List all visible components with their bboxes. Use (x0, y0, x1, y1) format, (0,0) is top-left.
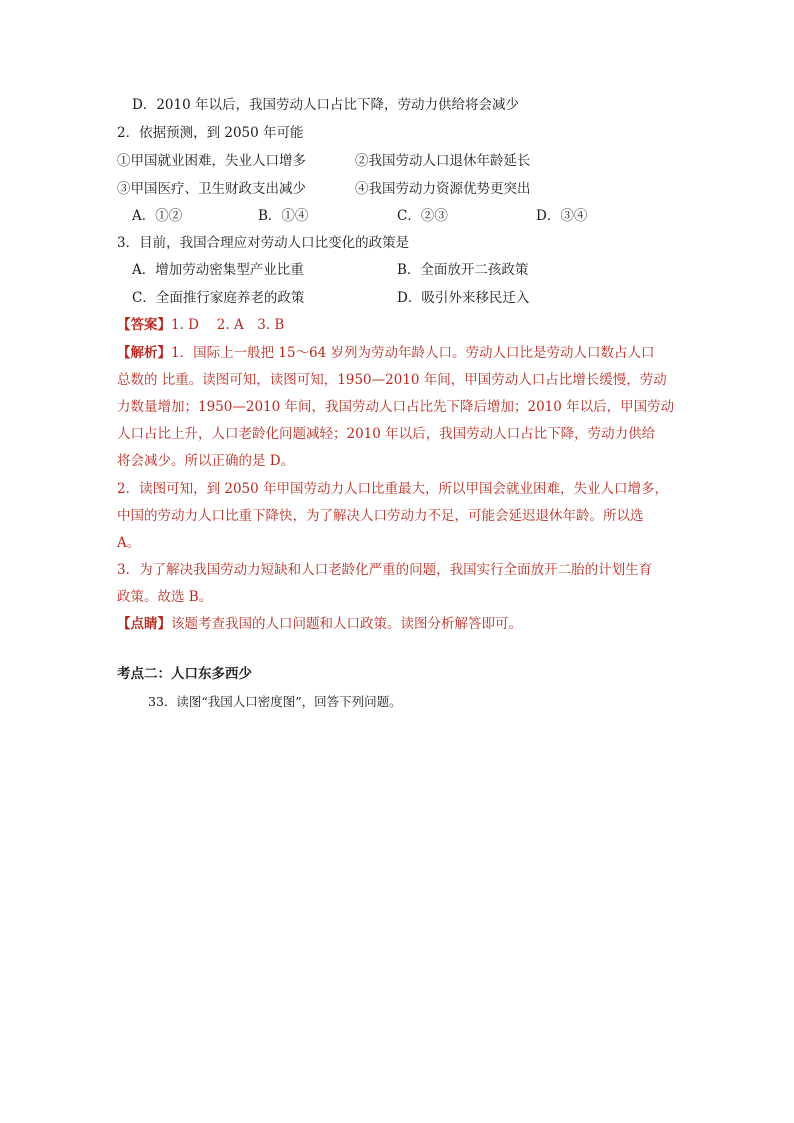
question-33-stem: 33．读图“我国人口密度图”，回答下列问题。 (148, 694, 402, 709)
answer-label: 【答案】 (117, 317, 171, 333)
question-3-option-d: D．吸引外来移民迁入 (397, 290, 530, 306)
question-2-item-4: ④我国劳动力资源优势更突出 (355, 181, 531, 197)
question-2-item-1: ①甲国就业困难，失业人口增多 (117, 153, 306, 169)
answer-text: 1. D 2. A 3. B (171, 317, 285, 333)
question-3-stem: 3．目前，我国合理应对劳动人口比变化的政策是 (117, 235, 410, 251)
question-3-option-b: B．全面放开二孩政策 (397, 262, 529, 278)
analysis-text-1: 1．国际上一般把 15～64 岁列为劳动年龄人口。劳动人口比是劳动人口数占人口 (171, 345, 655, 361)
question-3-option-a: A．增加劳动密集型产业比重 (132, 262, 304, 278)
analysis-line-5: 将会减少。所以正确的是 D。 (117, 453, 295, 469)
question-2-stem: 2．依据预测，到 2050 年可能 (117, 125, 304, 141)
comment-text: 该题考查我国的人口问题和人口政策。读图分析解答即可。 (171, 616, 522, 632)
question-3-option-c: C．全面推行家庭养老的政策 (132, 290, 305, 306)
option-d-prev: D．2010 年以后，我国劳动人口占比下降，劳动力供给将会减少 (132, 97, 519, 113)
analysis-label: 【解析】 (117, 345, 171, 361)
analysis-line-9: 3．为了解决我国劳动力短缺和人口老龄化严重的问题，我国实行全面放开二胎的计划生育 (117, 562, 653, 578)
comment-line (117, 614, 522, 634)
question-2-option-b: B．①④ (258, 208, 309, 224)
question-2-option-c: C．②③ (397, 208, 448, 224)
analysis-line-1 (117, 343, 655, 363)
analysis-line-8: A。 (117, 535, 141, 551)
comment-label: 【点睛】 (117, 616, 171, 632)
answer-line (117, 315, 284, 335)
analysis-line-4: 人口占比上升，人口老龄化问题减轻；2010 年以后，我国劳动人口占比下降，劳动力供给 (117, 426, 656, 442)
analysis-line-6: 2．读图可知，到 2050 年甲国劳动力人口比重最大，所以甲国会就业困难，失业人口增多， (117, 481, 669, 497)
analysis-line-3: 力数量增加；1950—2010 年间，我国劳动人口占比先下降后增加；2010 年以后，甲国劳动 (117, 399, 675, 415)
analysis-line-7: 中国的劳动力人口比重下降快，为了解决人口劳动力不足，可能会延迟退休年龄。所以选 (117, 508, 644, 524)
analysis-line-2: 总数的 比重。读图可知，读图可知，1950—2010 年间，甲国劳动人口占比增长缓慢，劳动 (117, 372, 667, 388)
question-2-option-d: D．③④ (536, 208, 588, 224)
question-2-option-a: A．①② (132, 208, 183, 224)
question-2-item-2: ②我国劳动人口退休年龄延长 (355, 153, 531, 169)
section-title: 考点二：人口东多西少 (117, 666, 252, 682)
question-2-item-3: ③甲国医疗、卫生财政支出减少 (117, 181, 306, 197)
analysis-line-10: 政策。故选 B。 (117, 589, 213, 605)
